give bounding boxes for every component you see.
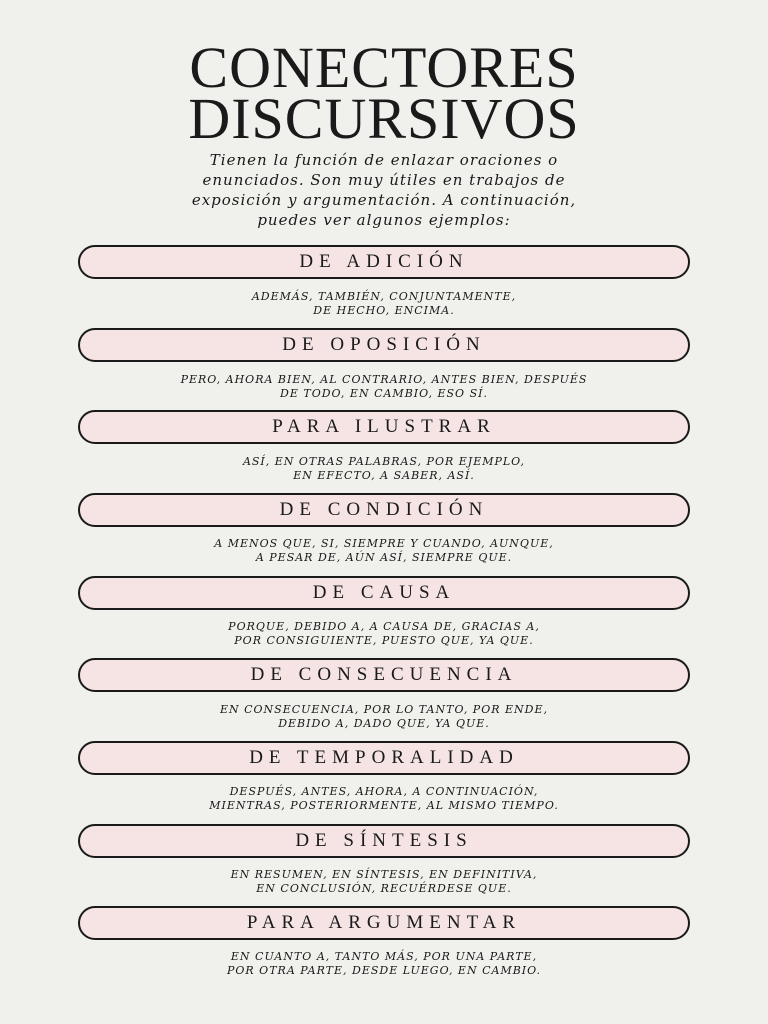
example-line: ADEMÁS, TAMBIÉN, CONJUNTAMENTE, (251, 290, 517, 303)
example-line: DESPUÉS, ANTES, AHORA, A CONTINUACIÓN, (229, 785, 539, 798)
example-line: PERO, AHORA BIEN, AL CONTRARIO, ANTES BIEN, DESPUÉS (180, 373, 588, 386)
example-line: EN EFECTO, A SABER, ASÍ. (293, 469, 475, 482)
category-header-ilustrar: PARA ILUSTRAR (78, 410, 690, 444)
category-examples-adicion (60, 290, 708, 318)
example-line: A PESAR DE, AÚN ASÍ, SIEMPRE QUE. (255, 551, 513, 564)
example-line: DE TODO, EN CAMBIO, ESO SÍ. (280, 387, 488, 400)
example-line: MIENTRAS, POSTERIORMENTE, AL MISMO TIEMPO. (209, 799, 559, 812)
intro-line: puedes ver algunos ejemplos: (257, 211, 511, 229)
category-header-temporalidad: DE TEMPORALIDAD (78, 741, 690, 775)
example-line: EN CONSECUENCIA, POR LO TANTO, POR ENDE, (219, 703, 549, 716)
intro-line: exposición y argumentación. A continuación, (191, 191, 577, 209)
example-line: POR CONSIGUIENTE, PUESTO QUE, YA QUE. (234, 634, 534, 647)
intro-line: Tienen la función de enlazar oraciones o (209, 151, 559, 169)
intro-paragraph (80, 150, 688, 230)
category-header-consecuencia: DE CONSECUENCIA (78, 658, 690, 692)
page-title-line-1: CONECTORES (189, 35, 579, 100)
example-line: A MENOS QUE, SI, SIEMPRE Y CUANDO, AUNQUE, (214, 537, 554, 550)
category-examples-argumentar (60, 950, 708, 978)
category-header-oposicion: DE OPOSICIÓN (78, 328, 690, 362)
category-examples-sintesis (60, 868, 708, 896)
category-examples-oposicion (60, 373, 708, 401)
page-title-line-2: DISCURSIVOS (188, 86, 580, 151)
category-examples-temporalidad (60, 785, 708, 813)
example-line: DE HECHO, ENCIMA. (313, 304, 455, 317)
category-header-adicion: DE ADICIÓN (78, 245, 690, 279)
category-header-sintesis: DE SÍNTESIS (78, 824, 690, 858)
category-header-causa: DE CAUSA (78, 576, 690, 610)
example-line: EN CONCLUSIÓN, RECUÉRDESE QUE. (256, 882, 512, 895)
category-examples-causa (60, 620, 708, 648)
example-line: EN CUANTO A, TANTO MÁS, POR UNA PARTE, (230, 950, 538, 963)
category-examples-ilustrar (60, 455, 708, 483)
category-examples-condicion (60, 537, 708, 565)
category-header-argumentar: PARA ARGUMENTAR (78, 906, 690, 940)
example-line: PORQUE, DEBIDO A, A CAUSA DE, GRACIAS A, (228, 620, 540, 633)
example-line: ASÍ, EN OTRAS PALABRAS, POR EJEMPLO, (242, 455, 526, 468)
category-examples-consecuencia (60, 703, 708, 731)
intro-line: enunciados. Son muy útiles en trabajos de (202, 171, 566, 189)
category-header-condicion: DE CONDICIÓN (78, 493, 690, 527)
example-line: EN RESUMEN, EN SÍNTESIS, EN DEFINITIVA, (230, 868, 538, 881)
example-line: DEBIDO A, DADO QUE, YA QUE. (278, 717, 490, 730)
example-line: POR OTRA PARTE, DESDE LUEGO, EN CAMBIO. (226, 964, 542, 977)
